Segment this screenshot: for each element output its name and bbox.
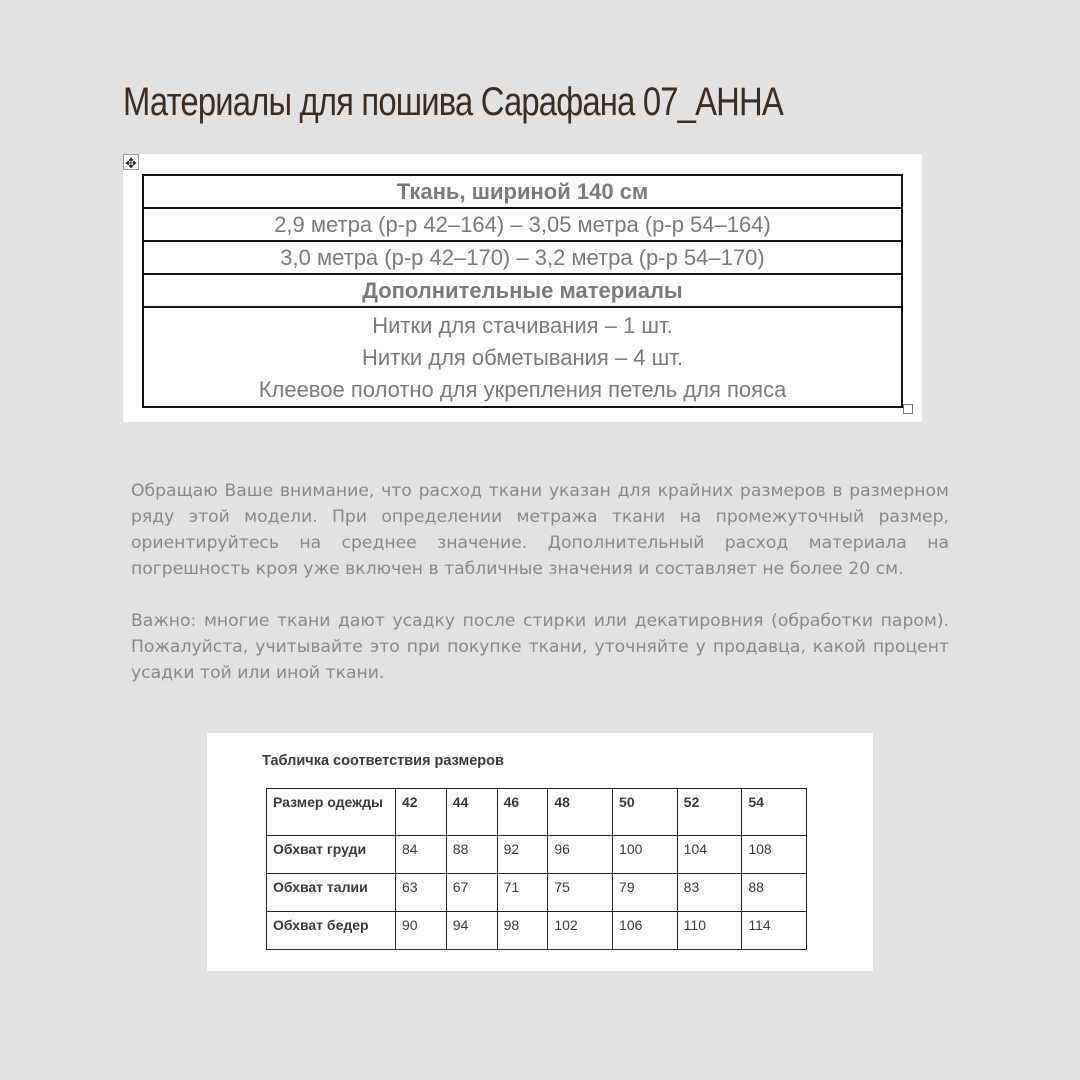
table-cell: 102 xyxy=(548,912,613,950)
note-paragraph-1: Обращаю Ваше внимание, что расход ткани указан для крайних размеров в размерном ряду этой модели. При определении метража ткани на промежуточный размер, ориентируйтесь на среднее значение. Дополнительный расход материала на погрешность кроя уже включен в табличные значения и составляет не более 20 см. xyxy=(131,481,949,579)
table-cell: 83 xyxy=(677,874,742,912)
table-cell: 71 xyxy=(497,874,548,912)
row-label-hips: Обхват бедер xyxy=(267,912,396,950)
table-row xyxy=(143,307,902,407)
table-cell: 114 xyxy=(742,912,807,950)
table-resize-handle-icon[interactable] xyxy=(903,404,913,414)
extra-item-1: Нитки для стачивания – 1 шт. xyxy=(372,313,673,338)
extra-materials-header: Дополнительные материалы xyxy=(143,274,902,307)
notes xyxy=(131,478,949,712)
note-paragraph-2: Важно: многие ткани дают усадку после стирки или декатировния (обработки паром). Пожалуйста, учитывайте это при покупке ткани, уточняйте у продавца, какой процент усадки той или иной ткани. xyxy=(131,611,949,683)
table-cell: 63 xyxy=(396,874,447,912)
materials-table xyxy=(142,174,903,408)
size-table-title: Табличка соответствия размеров xyxy=(262,753,504,769)
size-header-cell: 54 xyxy=(742,789,807,836)
table-cell: 67 xyxy=(446,874,497,912)
table-row xyxy=(143,208,902,241)
extra-item-2: Нитки для обметывания – 4 шт. xyxy=(361,345,684,370)
table-cell: 104 xyxy=(677,836,742,874)
table-row xyxy=(267,789,807,836)
size-header-cell: 46 xyxy=(497,789,548,836)
page-title: Материалы для пошива Сарафана 07_АННА xyxy=(123,80,783,124)
table-cell: 88 xyxy=(742,874,807,912)
table-cell: 75 xyxy=(548,874,613,912)
extra-item-3: Клеевое полотно для укрепления петель для пояса xyxy=(258,377,787,402)
size-header-cell: 50 xyxy=(613,789,678,836)
table-cell: 79 xyxy=(613,874,678,912)
row-label-chest: Обхват груди xyxy=(267,836,396,874)
fabric-row-2: 3,0 метра (р-р 42–170) – 3,2 метра (р-р 54–170) xyxy=(143,241,902,274)
table-row xyxy=(143,241,902,274)
table-cell: 106 xyxy=(613,912,678,950)
table-cell: 84 xyxy=(396,836,447,874)
fabric-row-1: 2,9 метра (р-р 42–164) – 3,05 метра (р-р 54–164) xyxy=(143,208,902,241)
table-cell: 98 xyxy=(497,912,548,950)
table-row xyxy=(267,912,807,950)
table-cell: 94 xyxy=(446,912,497,950)
table-move-handle-icon[interactable]: ✥ xyxy=(123,154,139,170)
size-table xyxy=(266,788,807,950)
fabric-header: Ткань, шириной 140 см xyxy=(143,175,902,208)
table-row xyxy=(267,874,807,912)
extra-materials-list xyxy=(143,307,902,407)
table-row xyxy=(143,274,902,307)
size-header-cell: 42 xyxy=(396,789,447,836)
table-cell: 90 xyxy=(396,912,447,950)
table-cell: 100 xyxy=(613,836,678,874)
table-cell: 92 xyxy=(497,836,548,874)
table-cell: 96 xyxy=(548,836,613,874)
size-header-cell: 48 xyxy=(548,789,613,836)
table-cell: 88 xyxy=(446,836,497,874)
size-header-label: Размер одежды xyxy=(267,789,396,836)
size-header-cell: 44 xyxy=(446,789,497,836)
table-cell: 108 xyxy=(742,836,807,874)
table-row xyxy=(267,836,807,874)
table-cell: 110 xyxy=(677,912,742,950)
table-row xyxy=(143,175,902,208)
row-label-waist: Обхват талии xyxy=(267,874,396,912)
size-header-cell: 52 xyxy=(677,789,742,836)
